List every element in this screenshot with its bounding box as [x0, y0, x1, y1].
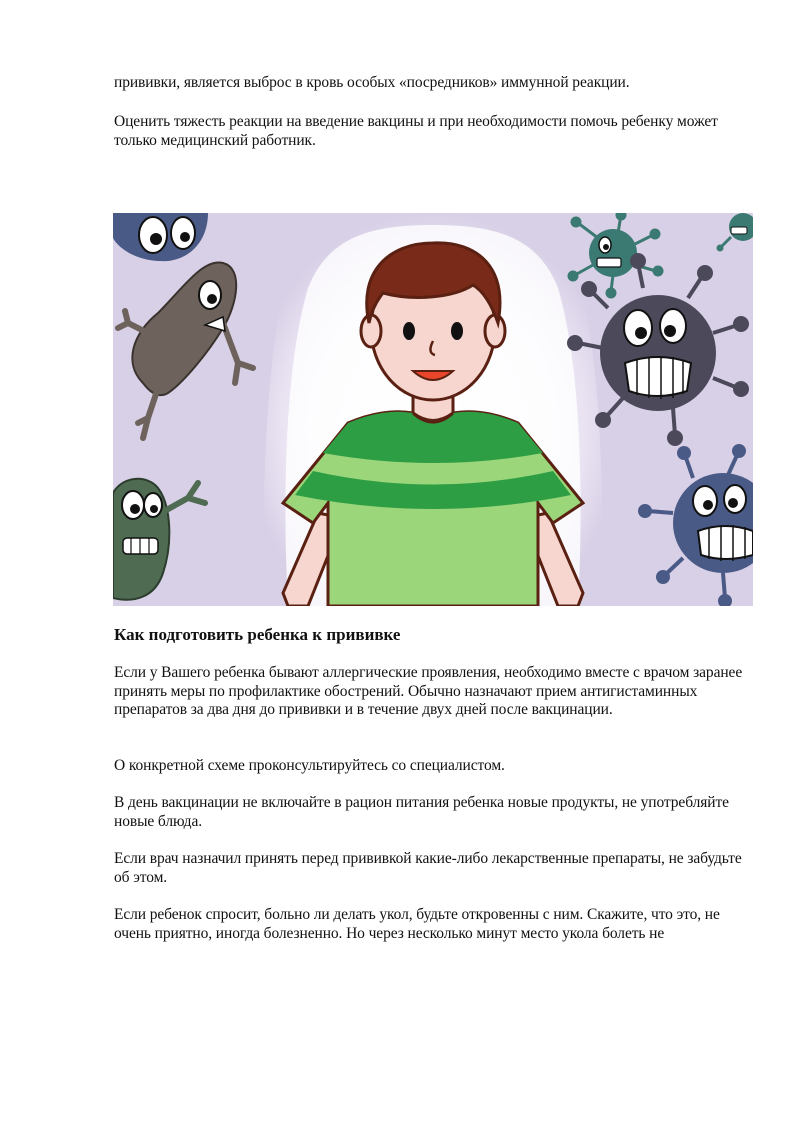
- paragraph-allergy-prevention: Если у Вашего ребенка бывают аллергические проявления, необходимо вместе с врачом заранее принять меры по профилактике обострений. Обычно назначают прием антигистаминных препаратов за два дня до прививки и в течение двух дней после вакцинации.: [114, 664, 743, 718]
- paragraph-no-new-foods: В день вакцинации не включайте в рацион питания ребенка новые продукты, не употребляйте новые блюда.: [114, 794, 729, 830]
- paragraph-assess-reaction: Оценить тяжесть реакции на введение вакцины и при необходимости помочь ребенку может только медицинский работник.: [114, 113, 718, 149]
- paragraph-be-honest: Если ребенок спросит, больно ли делать укол, будьте откровенны с ним. Скажите, что это, не очень приятно, иногда болезненно. Но через несколько минут место укола болеть не: [114, 906, 720, 942]
- paragraph-immune-mediators: прививки, является выброс в кровь особых «посредников» иммунной реакции.: [114, 74, 630, 91]
- section-heading: Как подготовить ребенка к прививке: [114, 625, 401, 644]
- child-protected-from-germs-illustration: [113, 213, 753, 606]
- paragraph-medications: Если врач назначил принять перед прививкой какие-либо лекарственные препараты, не забудьте об этом.: [114, 850, 742, 886]
- paragraph-consult-specialist: О конкретной схеме проконсультируйтесь со специалистом.: [114, 757, 505, 774]
